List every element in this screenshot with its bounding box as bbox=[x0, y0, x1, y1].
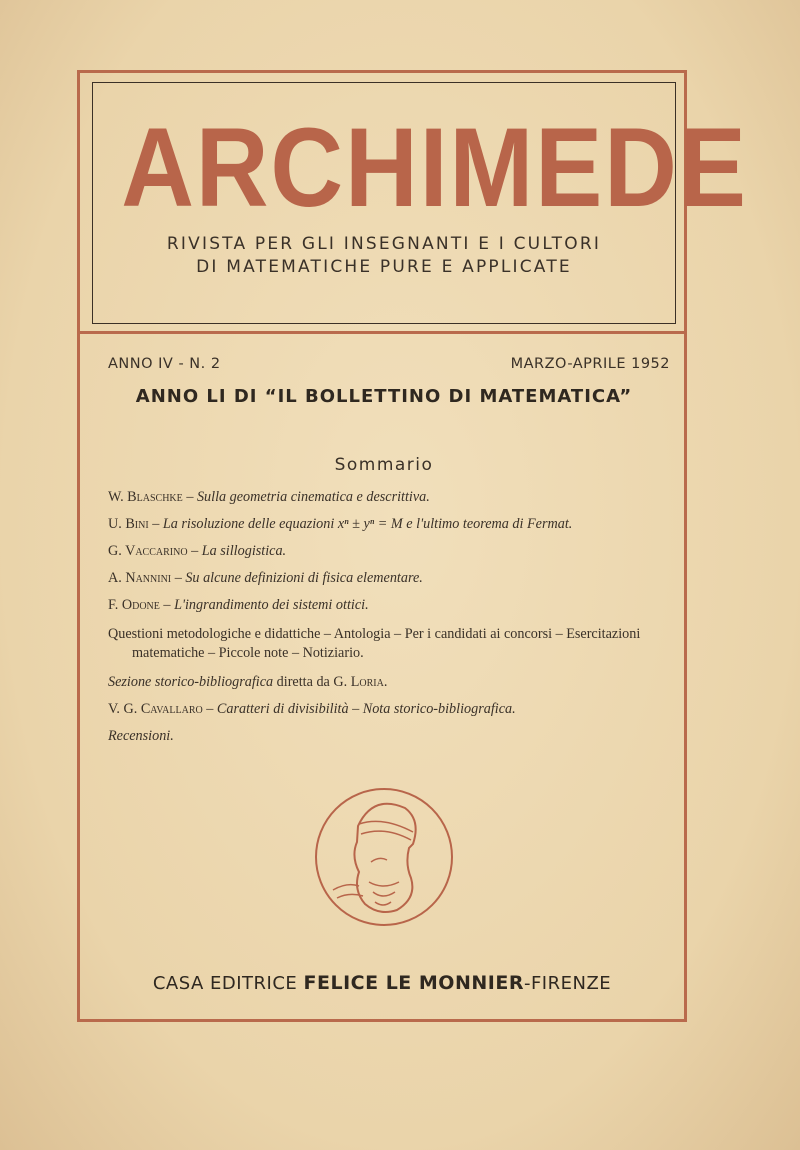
toc-recensioni: Recensioni. bbox=[108, 728, 174, 744]
toc-entry: F. Odone – L'ingrandimento dei sistemi ottici. bbox=[108, 597, 369, 613]
sezione-text: diretta da bbox=[273, 674, 334, 690]
toc-title: La risoluzione delle equazioni xⁿ ± yⁿ = M e l'ultimo teorema di Fermat. bbox=[162, 516, 573, 532]
toc-entry: W. Blaschke – Sulla geometria cinematica e descrittiva. bbox=[108, 489, 430, 505]
toc-author: W. Blaschke bbox=[108, 489, 183, 505]
publisher-name: FELICE LE MONNIER bbox=[303, 972, 524, 994]
toc-entry: G. Vaccarino – La sillogistica. bbox=[108, 543, 287, 559]
toc-title: Caratteri di divisibilità – Nota storico-bibliografica. bbox=[216, 701, 516, 717]
toc-author: A. Nannini bbox=[108, 570, 172, 586]
subtitle-line-1: RIVISTA PER GLI INSEGNANTI E I CULTORI bbox=[166, 234, 602, 254]
publisher-prefix: CASA EDITRICE bbox=[152, 973, 304, 994]
toc-title: La sillogistica. bbox=[201, 543, 287, 559]
toc-rubriche: Questioni metodologiche e didattiche – Antologia – Per i candidati ai concorsi – Esercitazioni matematiche – Piccole note – Notiziario. bbox=[108, 626, 641, 661]
issue-date: MARZO-APRILE 1952 bbox=[510, 356, 670, 372]
subtitle-line-2: DI MATEMATICHE PURE E APPLICATE bbox=[196, 257, 572, 277]
sommario-heading: Sommario bbox=[334, 455, 434, 475]
toc-entry: U. Bini – La risoluzione delle equazioni xⁿ ± yⁿ = M e l'ultimo teorema di Fermat. bbox=[108, 516, 573, 532]
toc-author: V. G. Cavallaro bbox=[108, 701, 203, 717]
archimedes-medallion-icon bbox=[313, 786, 455, 928]
sezione-editor: G. Loria. bbox=[333, 674, 388, 690]
issue-volume: ANNO IV - N. 2 bbox=[108, 356, 221, 372]
publisher-city: -FIRENZE bbox=[523, 973, 612, 994]
toc-sezione bbox=[108, 673, 660, 692]
divider bbox=[77, 331, 687, 334]
sezione-title: Sezione storico-bibliografica bbox=[108, 674, 274, 690]
toc-entry: V. G. Cavallaro – Caratteri di divisibilità – Nota storico-bibliografica. bbox=[108, 701, 516, 717]
toc-title: L'ingrandimento dei sistemi ottici. bbox=[174, 597, 369, 613]
magazine-title: ARCHIMEDE bbox=[121, 105, 748, 230]
bollettino-line: ANNO LI DI “IL BOLLETTINO DI MATEMATICA” bbox=[135, 386, 633, 407]
toc-title: Sulla geometria cinematica e descrittiva. bbox=[196, 489, 430, 505]
toc-title: Su alcune definizioni di fisica elementare. bbox=[185, 570, 423, 586]
toc-author: G. Vaccarino bbox=[108, 543, 188, 559]
publisher-line bbox=[77, 972, 687, 994]
table-of-contents bbox=[108, 488, 660, 754]
toc-entry: A. Nannini – Su alcune definizioni di fisica elementare. bbox=[108, 570, 423, 586]
toc-author: F. Odone bbox=[108, 597, 160, 613]
toc-author: U. Bini bbox=[108, 516, 149, 532]
